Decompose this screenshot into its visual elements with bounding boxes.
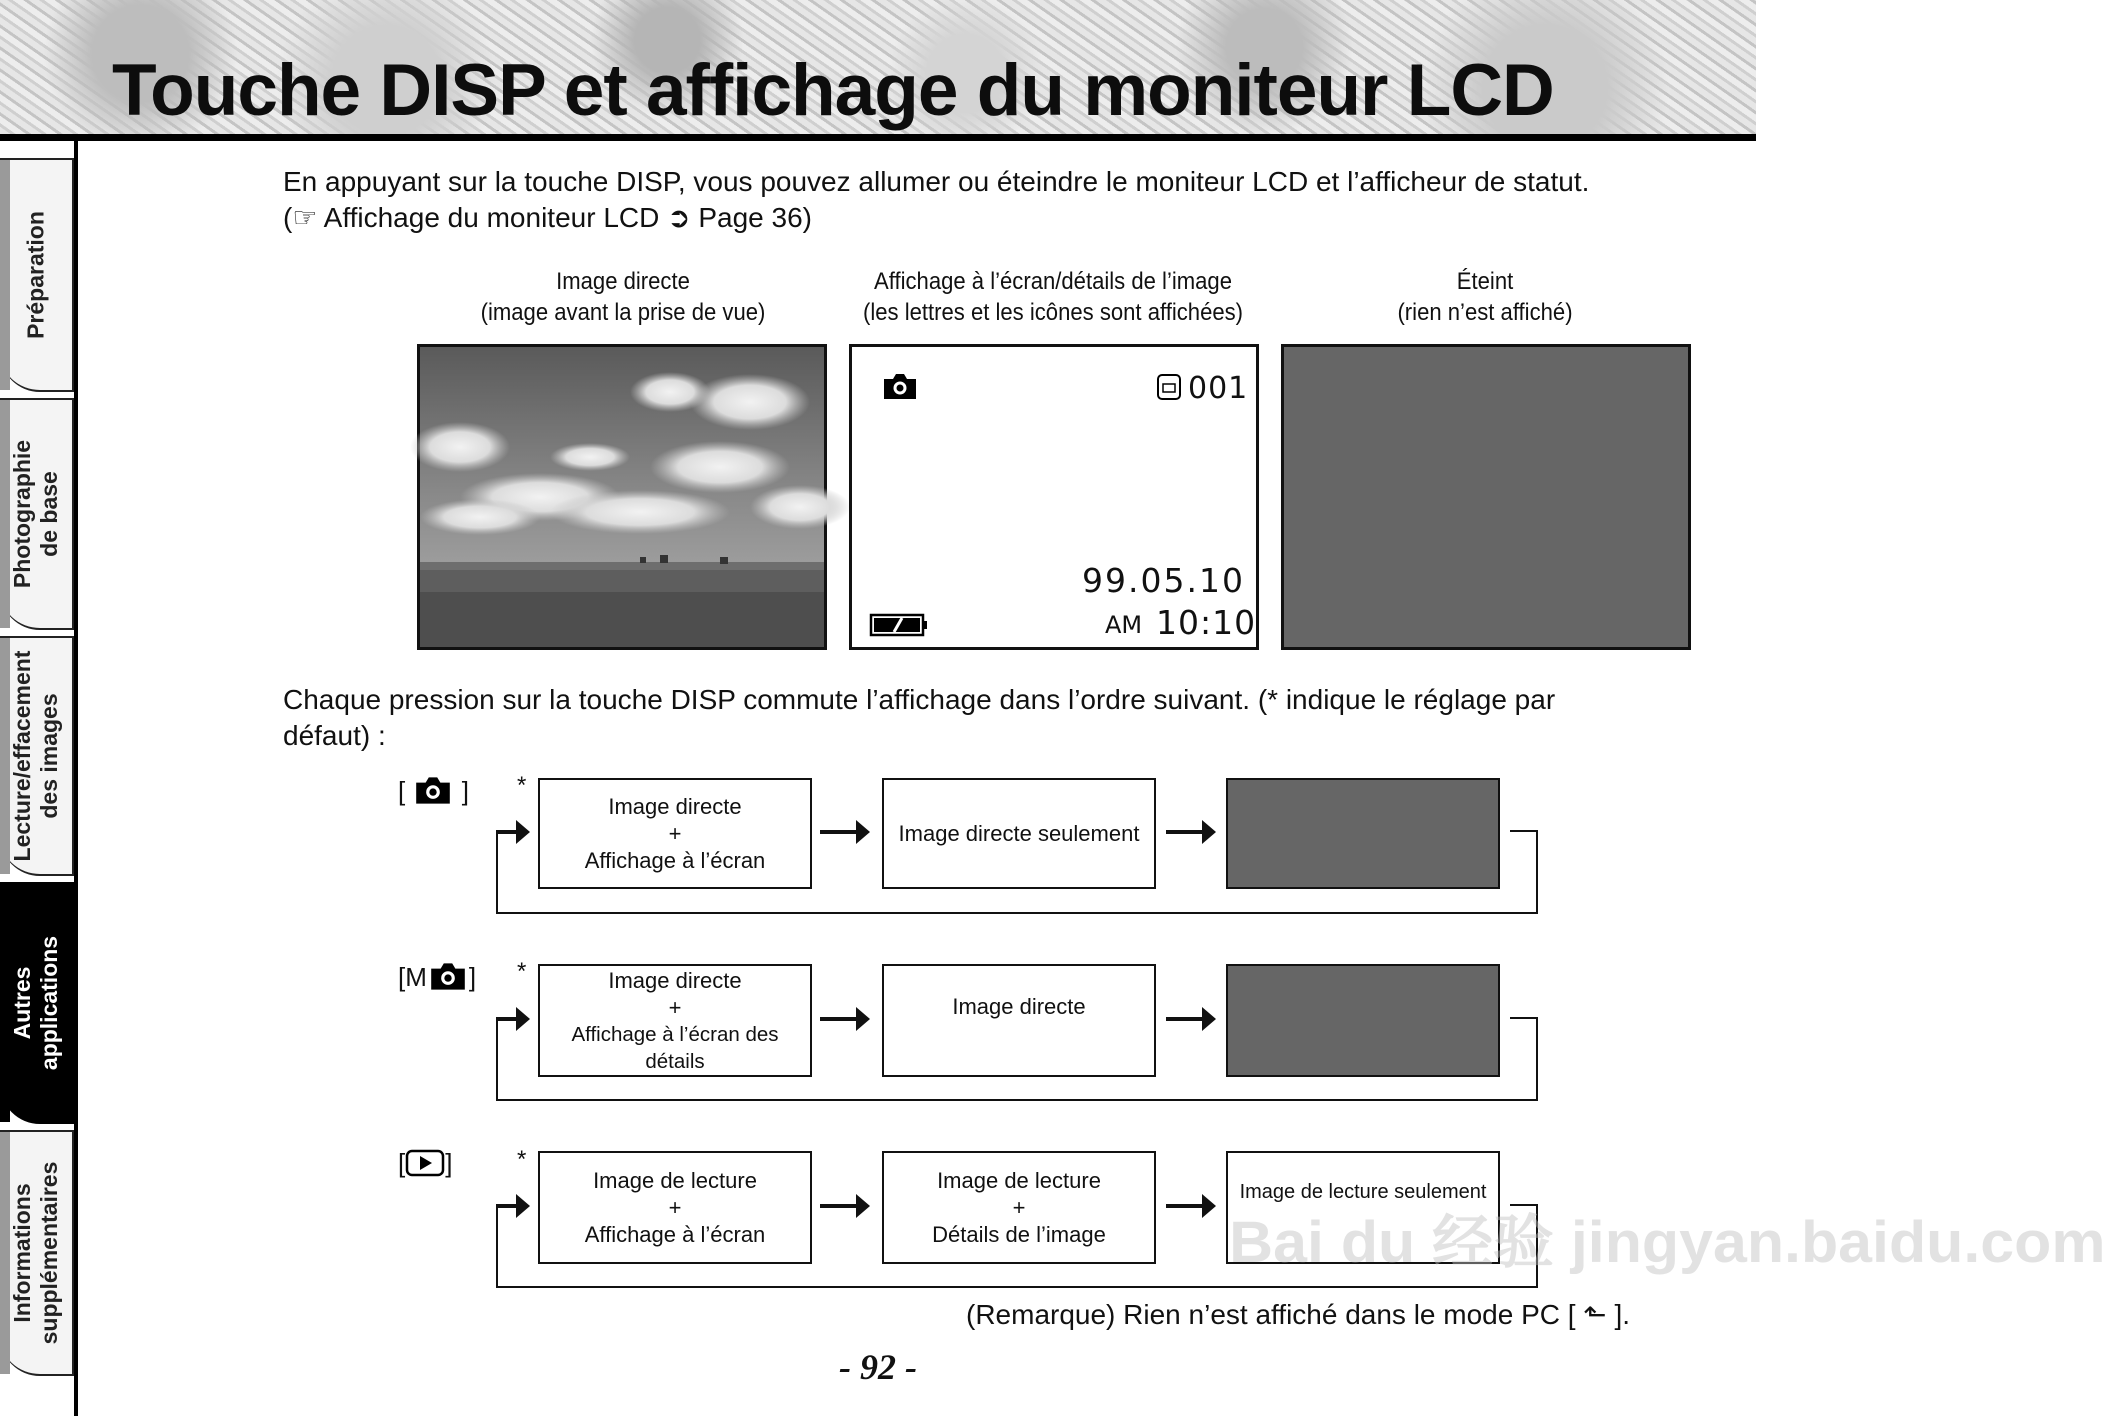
lcd-ampm: AM bbox=[1105, 611, 1143, 639]
mode-label-camera: [ ] bbox=[398, 776, 469, 806]
camera-icon bbox=[880, 371, 920, 405]
lcd-date: 99.05.10 bbox=[1082, 561, 1245, 600]
remark-text: (Remarque) Rien n’est affiché dans le mode PC [ ⬑ ]. bbox=[966, 1299, 1631, 1330]
arrow-right-icon bbox=[820, 1204, 860, 1208]
tab-informations[interactable] bbox=[0, 1130, 74, 1376]
watermark: Bai du 经验 jingyan.baidu.com bbox=[1229, 1210, 2106, 1275]
lcd-time: 10:10 bbox=[1156, 603, 1257, 642]
frame-count: 001 bbox=[1188, 371, 1249, 406]
caption-details bbox=[818, 266, 1288, 328]
flow3-step3: Image de lecture seulement bbox=[1226, 1151, 1500, 1264]
intro-line1: En appuyant sur la touche DISP, vous pouvez allumer ou éteindre le moniteur LCD et l’afficheur de statut. bbox=[283, 166, 1590, 197]
lcd-details-screen bbox=[849, 344, 1259, 650]
arrow-right-icon bbox=[1166, 1017, 1206, 1021]
mode-label-playback: [ ] bbox=[398, 1148, 453, 1178]
caption-subtitle: (rien n’est affiché) bbox=[1397, 299, 1573, 326]
flow2-step2: Image directe bbox=[882, 964, 1156, 1077]
arrow-right-icon bbox=[820, 1017, 860, 1021]
loop-line bbox=[1510, 1017, 1538, 1019]
sidebar-rule bbox=[74, 141, 78, 1416]
intro-line2: (☞ Affichage du moniteur LCD ➲ Page 36) bbox=[283, 202, 812, 233]
tab-preparation[interactable] bbox=[0, 158, 74, 392]
tab-label: Photographie de base bbox=[9, 439, 62, 589]
play-icon bbox=[405, 1149, 445, 1177]
arrow-right-icon bbox=[496, 1204, 520, 1208]
flow1-step1: Image directe + Affichage à l’écran bbox=[538, 778, 812, 889]
page-number: - 92 - bbox=[839, 1347, 917, 1387]
landscape-photo bbox=[420, 347, 824, 647]
default-marker: * bbox=[517, 772, 527, 799]
caption-off bbox=[1280, 266, 1690, 328]
page-title: Touche DISP et affichage du moniteur LCD bbox=[112, 50, 1554, 131]
tab-label: Informations supplémentaires bbox=[9, 1161, 62, 1345]
tab-label: Autres applications bbox=[9, 935, 62, 1071]
loop-line bbox=[496, 1286, 1538, 1288]
tab-lecture[interactable] bbox=[0, 636, 74, 876]
tab-label: Lecture/effacement des images bbox=[9, 650, 62, 862]
caption-title: Affichage à l’écran/détails de l’image bbox=[874, 268, 1232, 295]
loop-line bbox=[496, 1019, 498, 1101]
default-marker: * bbox=[517, 1146, 527, 1173]
battery-icon bbox=[870, 613, 928, 641]
flow3-step1: Image de lecture + Affichage à l’écran bbox=[538, 1151, 812, 1264]
flow3-step2: Image de lecture + Détails de l’image bbox=[882, 1151, 1156, 1264]
loop-line bbox=[1510, 830, 1538, 832]
default-marker: * bbox=[517, 958, 527, 985]
flow1-step3-off bbox=[1226, 778, 1500, 889]
caption-subtitle: (les lettres et les icônes sont affichées) bbox=[862, 299, 1244, 326]
camera-icon bbox=[427, 960, 469, 992]
arrow-right-icon bbox=[1166, 1204, 1206, 1208]
tab-photographie[interactable] bbox=[0, 398, 74, 630]
loop-line bbox=[496, 1099, 1538, 1101]
mode-label-manual-camera: [M ] bbox=[398, 962, 477, 992]
arrow-right-icon bbox=[820, 830, 860, 834]
header-rule bbox=[0, 134, 1756, 141]
sequence-line2: défaut) : bbox=[283, 720, 386, 751]
off-screen bbox=[1281, 344, 1691, 650]
tab-autres-active[interactable] bbox=[0, 882, 74, 1124]
arrow-right-icon bbox=[496, 830, 520, 834]
caption-title: Éteint bbox=[1456, 268, 1514, 295]
camera-icon bbox=[412, 774, 454, 806]
caption-subtitle: (image avant la prise de vue) bbox=[480, 299, 766, 326]
flow1-step2: Image directe seulement bbox=[882, 778, 1156, 889]
flow2-step3-off bbox=[1226, 964, 1500, 1077]
loop-line bbox=[496, 1206, 498, 1288]
loop-line bbox=[1536, 830, 1538, 914]
arrow-right-icon bbox=[496, 1017, 520, 1021]
flow2-step1: Image directe + Affichage à l’écran des détails bbox=[538, 964, 812, 1077]
loop-line bbox=[1536, 1017, 1538, 1101]
loop-line bbox=[496, 912, 1538, 914]
caption-title: Image directe bbox=[556, 268, 690, 295]
tab-label: Préparation bbox=[22, 211, 49, 339]
sequence-line1: Chaque pression sur la touche DISP commute l’affichage dans l’ordre suivant. (* indique le réglage par bbox=[283, 684, 1556, 715]
memory-card-icon bbox=[1156, 373, 1182, 405]
caption-live bbox=[418, 266, 828, 328]
live-image-screen bbox=[417, 344, 827, 650]
loop-line bbox=[496, 832, 498, 914]
arrow-right-icon bbox=[1166, 830, 1206, 834]
